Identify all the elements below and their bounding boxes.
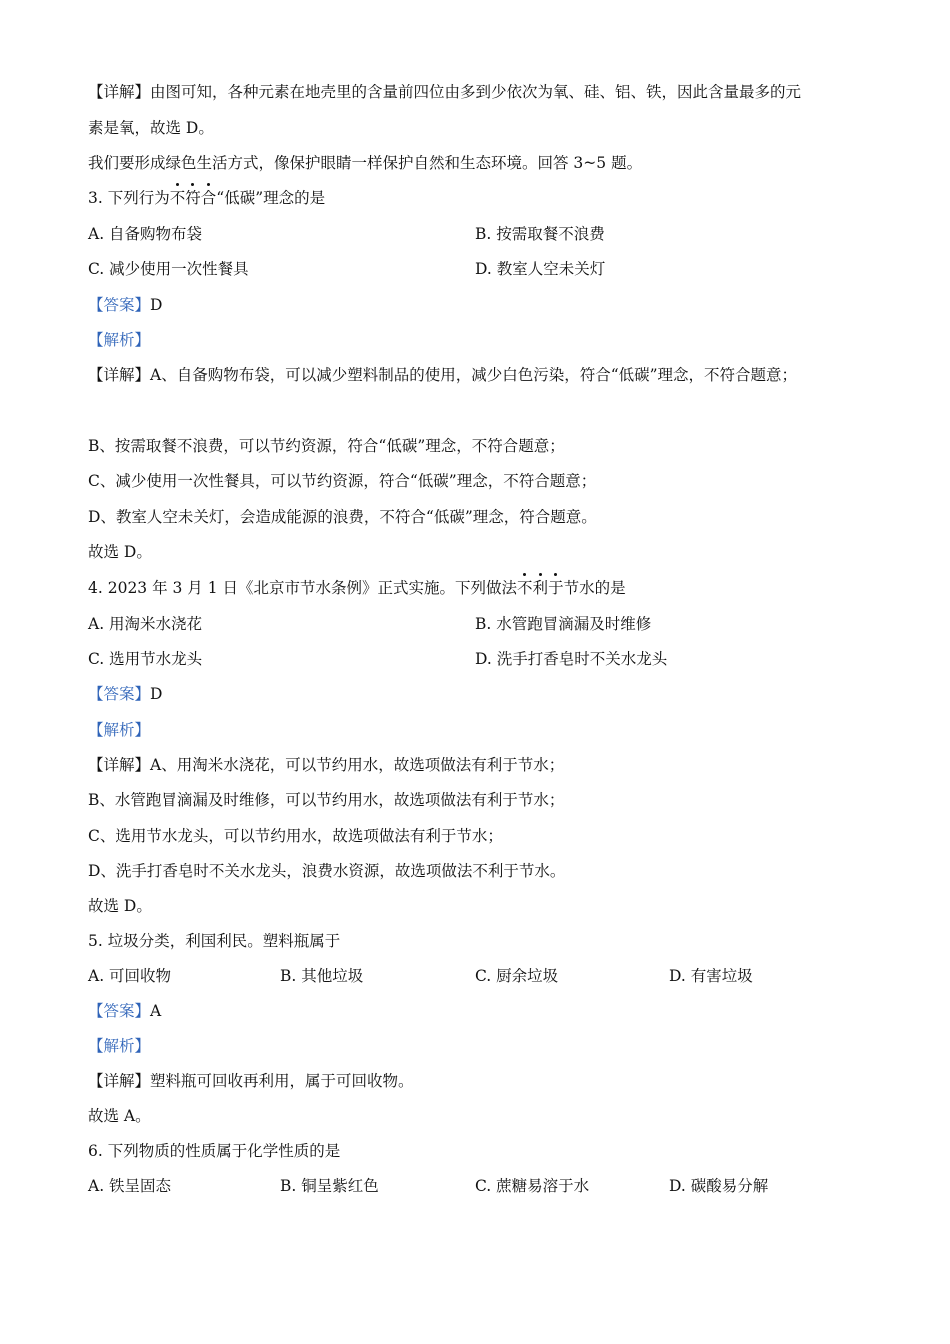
q5-analysis-label: 【解析】 xyxy=(88,1037,151,1055)
q4-detail-2: B、水管跑冒滴漏及时维修，可以节约用水，故选项做法有利于节水； xyxy=(88,791,565,809)
q3-detail-3: C、减少使用一次性餐具，可以节约资源，符合“低碳”理念，不符合题意； xyxy=(88,472,597,490)
q3-emphasis-char: 符 xyxy=(185,189,201,207)
q6-option-a: A. 铁呈固态 xyxy=(88,1177,172,1195)
q6-stem: 6. 下列物质的性质属于化学性质的是 xyxy=(88,1142,341,1160)
q4-stem-suffix: 节水的是 xyxy=(563,579,626,597)
q3-emphasis-char: 不 xyxy=(169,189,186,207)
q5-option-c: C. 厨余垃圾 xyxy=(475,967,559,985)
q4-option-a: A. 用淘米水浇花 xyxy=(88,615,203,633)
q3-option-d: D. 教室人空未关灯 xyxy=(475,260,606,278)
q3-detail-1: 【详解】A、自备购物布袋，可以减少塑料制品的使用，减少白色污染，符合“低碳”理念，不符合题意； xyxy=(88,366,798,384)
q3-answer-label: 【答案】 xyxy=(88,296,151,314)
q4-answer-label: 【答案】 xyxy=(88,685,151,703)
q3-option-a: A. 自备购物布袋 xyxy=(88,225,203,243)
q3-emphasis-char: 合 xyxy=(200,189,217,207)
q5-option-d: D. 有害垃圾 xyxy=(669,967,753,985)
q3-answer-value: D xyxy=(150,296,163,314)
q4-stem xyxy=(88,578,626,598)
q5-detail-1: 【详解】塑料瓶可回收再利用，属于可回收物。 xyxy=(88,1072,414,1090)
q5-option-b: B. 其他垃圾 xyxy=(280,967,364,985)
q3-detail-4: D、教室人空未关灯，会造成能源的浪费，不符合“低碳”理念，符合题意。 xyxy=(88,508,597,526)
q5-conclusion: 故选 A。 xyxy=(88,1107,151,1125)
q4-detail-3: C、选用节水龙头，可以节约用水，故选项做法有利于节水； xyxy=(88,827,503,845)
q4-stem-prefix: 4. 2023 年 3 月 1 日《北京市节水条例》正式实施。下列做法 xyxy=(88,579,518,597)
q4-option-c: C. 选用节水龙头 xyxy=(88,650,203,668)
q3-answer xyxy=(88,295,162,315)
q5-stem: 5. 垃圾分类，利国利民。塑料瓶属于 xyxy=(88,932,341,950)
q6-option-d: D. 碳酸易分解 xyxy=(669,1177,769,1195)
q4-answer-value: D xyxy=(150,685,163,703)
q3-stem-prefix: 3. 下列行为 xyxy=(88,189,170,207)
q4-detail-1: 【详解】A、用淘米水浇花，可以节约用水，故选项做法有利于节水； xyxy=(88,756,565,774)
q6-option-b: B. 铜呈紫红色 xyxy=(280,1177,379,1195)
q4-option-b: B. 水管跑冒滴漏及时维修 xyxy=(475,615,652,633)
q4-emphasis-char: 利 xyxy=(532,579,549,597)
q4-answer xyxy=(88,684,162,704)
q3-stem-suffix: “低碳”理念的是 xyxy=(216,189,326,207)
q5-answer-label: 【答案】 xyxy=(88,1002,151,1020)
q4-option-d: D. 洗手打香皂时不关水龙头 xyxy=(475,650,668,668)
section-intro: 我们要形成绿色生活方式，像保护眼睛一样保护自然和生态环境。回答 3~5 题。 xyxy=(88,154,643,172)
q3-option-b: B. 按需取餐不浪费 xyxy=(475,225,605,243)
q2-explain-line-2: 素是氧，故选 D。 xyxy=(88,119,214,137)
q5-answer-value: A xyxy=(150,1002,162,1020)
q6-option-c: C. 蔗糖易溶于水 xyxy=(475,1177,590,1195)
q4-analysis-label: 【解析】 xyxy=(88,721,151,739)
q3-stem xyxy=(88,188,325,208)
q3-conclusion: 故选 D。 xyxy=(88,543,152,561)
q5-option-a: A. 可回收物 xyxy=(88,967,172,985)
q4-emphasis-char: 不 xyxy=(517,579,533,597)
q4-emphasis-char: 于 xyxy=(548,579,564,597)
q4-detail-4: D、洗手打香皂时不关水龙头，浪费水资源，故选项做法不利于节水。 xyxy=(88,862,566,880)
q2-explain-line-1: 【详解】由图可知，各种元素在地壳里的含量前四位由多到少依次为氧、硅、铝、铁，因此含量最多的元 xyxy=(88,83,802,101)
q4-conclusion: 故选 D。 xyxy=(88,897,152,915)
q3-detail-2: B、按需取餐不浪费，可以节约资源，符合“低碳”理念，不符合题意； xyxy=(88,437,565,455)
q3-analysis-label: 【解析】 xyxy=(88,331,151,349)
q5-answer xyxy=(88,1001,161,1021)
q3-option-c: C. 减少使用一次性餐具 xyxy=(88,260,249,278)
